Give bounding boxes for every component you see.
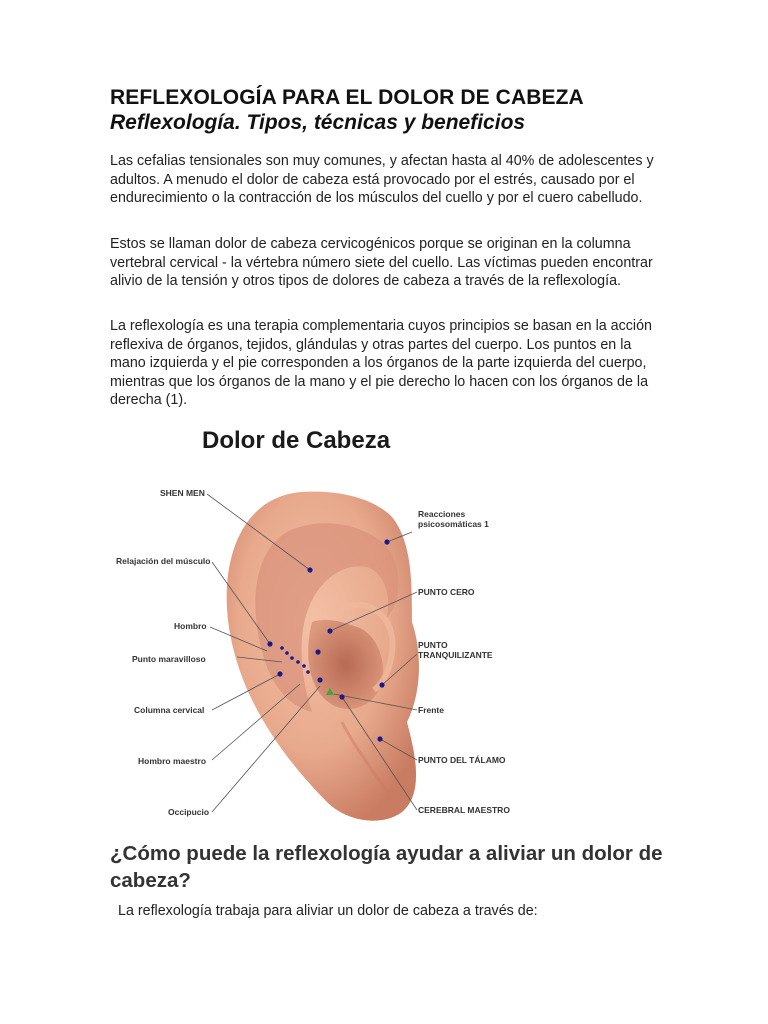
label-punto-maravilloso: Punto maravilloso <box>132 654 206 664</box>
label-columna-cervical: Columna cervical <box>134 705 205 715</box>
label-cerebral-maestro: CEREBRAL MAESTRO <box>418 805 510 815</box>
ear-reflexology-figure <box>112 422 524 832</box>
paragraph-3: La reflexología es una terapia complementaria cuyos principios se basan en la acción reflexiva de órganos, tejidos, glándulas y otras partes del cuerpo. Los puntos en la mano izquierda y el pie corresponden a los órganos de la parte izquierda del cuerpo, mientras que los órganos de la mano y el pie derecho lo hacen con los órganos de la derecha (1). <box>110 318 653 408</box>
closing-paragraph: La reflexología trabaja para aliviar un dolor de cabeza a través de: <box>118 903 538 919</box>
document-subtitle: Reflexología. Tipos, técnicas y beneficios <box>110 111 526 134</box>
label-hombro: Hombro <box>174 621 207 631</box>
figure-title: Dolor de Cabeza <box>202 427 391 454</box>
paragraph-2: Estos se llaman dolor de cabeza cervicogénicos porque se originan en la columna vertebral cervical - la vértebra número siete del cuello. Las víctimas pueden encontrar alivio de la tensión y otros tipos de dolores de cabeza a través de la reflexología. <box>110 236 653 289</box>
label-reacciones-line1: Reacciones <box>418 509 466 519</box>
label-punto-tranquilizante-line2: TRANQUILIZANTE <box>418 650 493 660</box>
label-relajacion-musculo: Relajación del músculo <box>116 556 211 566</box>
label-hombro-maestro: Hombro maestro <box>138 756 207 766</box>
label-punto-tranquilizante-line1: PUNTO <box>418 640 448 650</box>
label-reacciones-line2: psicosomáticas 1 <box>418 519 489 529</box>
label-shen-men: SHEN MEN <box>160 488 205 498</box>
label-frente: Frente <box>418 705 444 715</box>
label-punto-cero: PUNTO CERO <box>418 587 475 597</box>
document-title: REFLEXOLOGÍA PARA EL DOLOR DE CABEZA <box>110 86 584 109</box>
label-punto-talamo: PUNTO DEL TÁLAMO <box>418 755 506 765</box>
label-reacciones <box>418 509 489 529</box>
section-heading: ¿Cómo puede la reflexología ayudar a aliviar un dolor de cabeza? <box>110 842 663 892</box>
label-punto-tranquilizante <box>418 640 493 660</box>
label-occipucio: Occipucio <box>168 807 210 817</box>
paragraph-1: Las cefalias tensionales son muy comunes, y afectan hasta al 40% de adolescentes y adultos. A menudo el dolor de cabeza está provocado por el estrés, causado por el endurecimiento o la contracción de los músculos del cuello y por el cuero cabelludo. <box>110 153 654 206</box>
